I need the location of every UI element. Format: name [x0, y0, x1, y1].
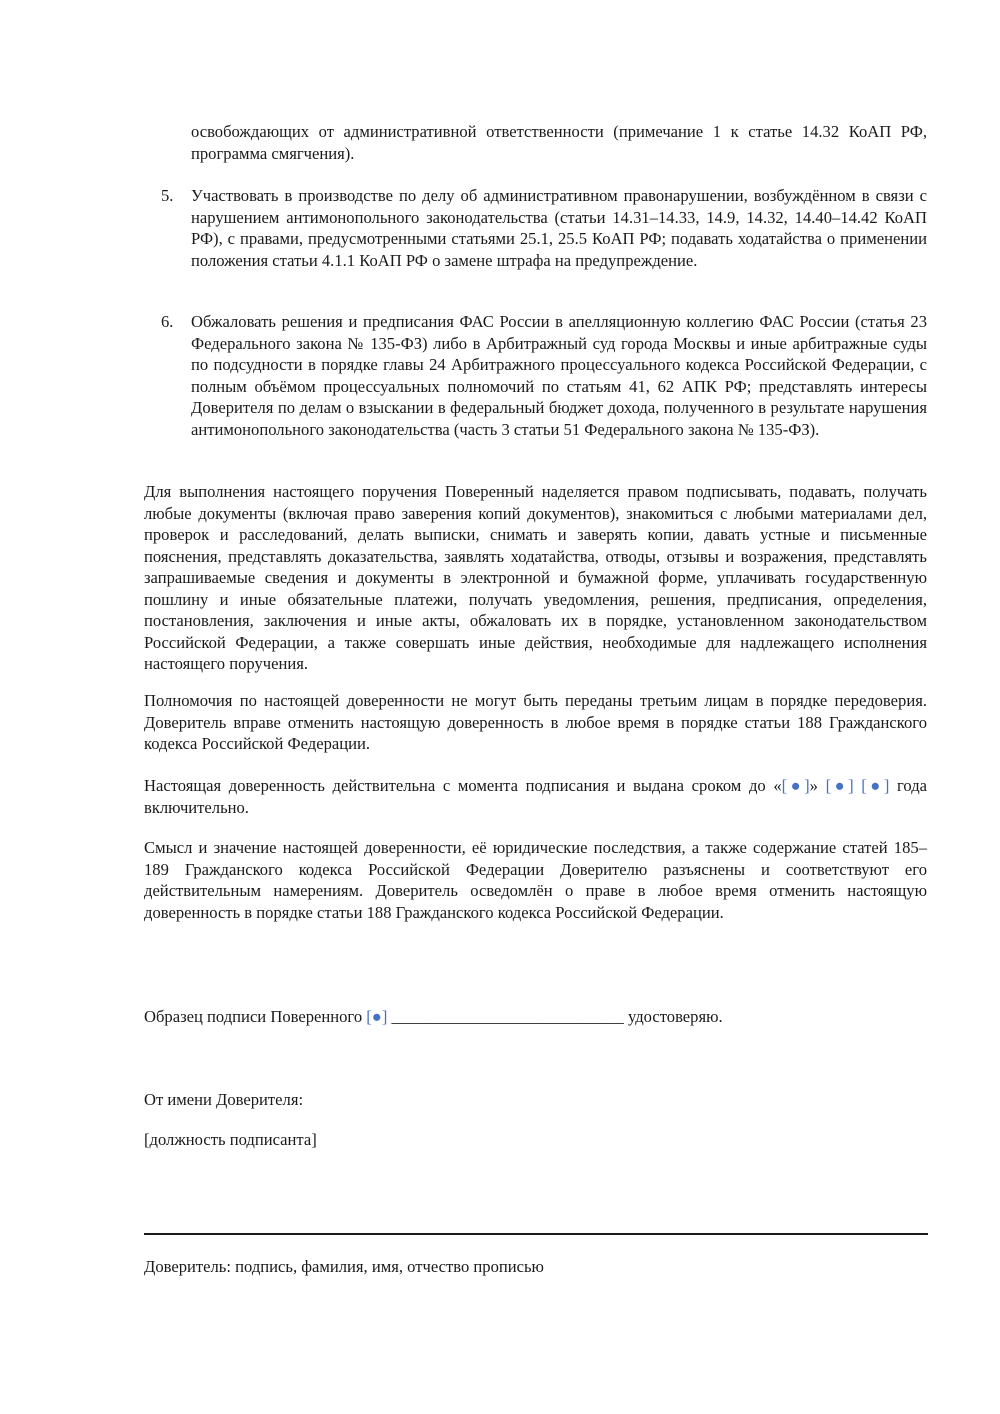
list-item-text: Участвовать в производстве по делу об административном правонарушении, возбуждённом в связи с нарушением антимонопольного законодательства (статьи 14.31–14.33, 14.9, 14.32, 14.40–14.42 КоАП РФ), с правами, предусмотренными статьями 25.1, 25.5 КоАП РФ; подавать ходатайства о применении положения статьи 4.1.1 КоАП РФ о замене штрафа на предупреждение.	[191, 186, 927, 270]
signature-sample-line	[144, 1006, 723, 1028]
validity-month-placeholder: [●]	[825, 776, 854, 795]
powers-paragraph: Для выполнения настоящего поручения Поверенный наделяется правом подписывать, подавать, получать любые документы (включая право заверения копий документов), знакомиться с любыми материалами дел, проверок и расследований, делать выписки, снимать и заверять копии, давать устные и письменные пояснения, представлять доказательства, заявлять ходатайства, отводы, отзывы и возражения, представлять запрашиваемые сведения и документы в электронной и бумажной форме, уплачивать государственную пошлину и иные обязательные платежи, получать уведомления, решения, предписания, определения, постановления, заключения и иные акты, обжаловать их в порядке, установленном законодательством Российской Федерации, а также совершать иные действия, необходимые для надлежащего исполнения настоящего поручения.	[144, 482, 927, 673]
validity-paragraph	[144, 775, 927, 818]
on-behalf-label: От имени Доверителя:	[144, 1090, 304, 1109]
validity-year-placeholder: [●]	[861, 776, 890, 795]
list-item-number: 5.	[161, 186, 174, 205]
signature-sample-suffix: удостоверяю.	[627, 1007, 723, 1026]
list-item-number: 6.	[161, 312, 174, 331]
validity-suffix: года включительно.	[144, 776, 927, 817]
validity-prefix: Настоящая доверенность действительна с момента подписания и выдана сроком до «	[144, 776, 782, 795]
validity-mid: »	[809, 776, 826, 795]
list-item-text: Обжаловать решения и предписания ФАС России в апелляционную коллегию ФАС России (статья 23 Федерального закона № 135-ФЗ) либо в Арбитражный суд города Москвы и иные арбитражные суды по подсудности в порядке главы 24 Арбитражного процессуального кодекса Российской Федерации, с полным объёмом процессуальных полномочий по статьям 41, 62 АПК РФ; представлять интересы Доверителя по делам о взыскании в федеральный бюджет дохода, полученного в результате нарушения антимонопольного законодательства (часть 3 статьи 51 Федерального закона № 135-ФЗ).	[191, 312, 927, 439]
continuation-text: освобождающих от административной ответственности (примечание 1 к статье 14.32 КоАП РФ, программа смягчения).	[191, 122, 927, 163]
signature-rule	[144, 1233, 928, 1235]
explained-paragraph: Смысл и значение настоящей доверенности, её юридические последствия, а также содержание статей 185–189 Гражданского кодекса Российской Федерации Доверителю разъяснены и соответствуют его действительным намерениям. Доверитель осведомлён о праве в любое время отменить настоящую доверенность в порядке статьи 188 Гражданского кодекса Российской Федерации.	[144, 838, 927, 922]
no-transfer-paragraph: Полномочия по настоящей доверенности не могут быть переданы третьим лицам в порядке передоверия. Доверитель вправе отменить настоящую доверенность в любое время в порядке статьи 188 Гражданского кодекса Российской Федерации.	[144, 691, 927, 753]
attorney-name-placeholder: [●]	[366, 1007, 388, 1026]
validity-day-placeholder: [●]	[781, 776, 810, 795]
principal-signature-caption: Доверитель: подпись, фамилия, имя, отчество прописью	[144, 1257, 544, 1276]
signature-sample-prefix: Образец подписи Поверенного	[144, 1007, 367, 1026]
signature-line: ____________________________	[387, 1007, 628, 1026]
signatory-position-placeholder: [должность подписанта]	[144, 1130, 317, 1149]
